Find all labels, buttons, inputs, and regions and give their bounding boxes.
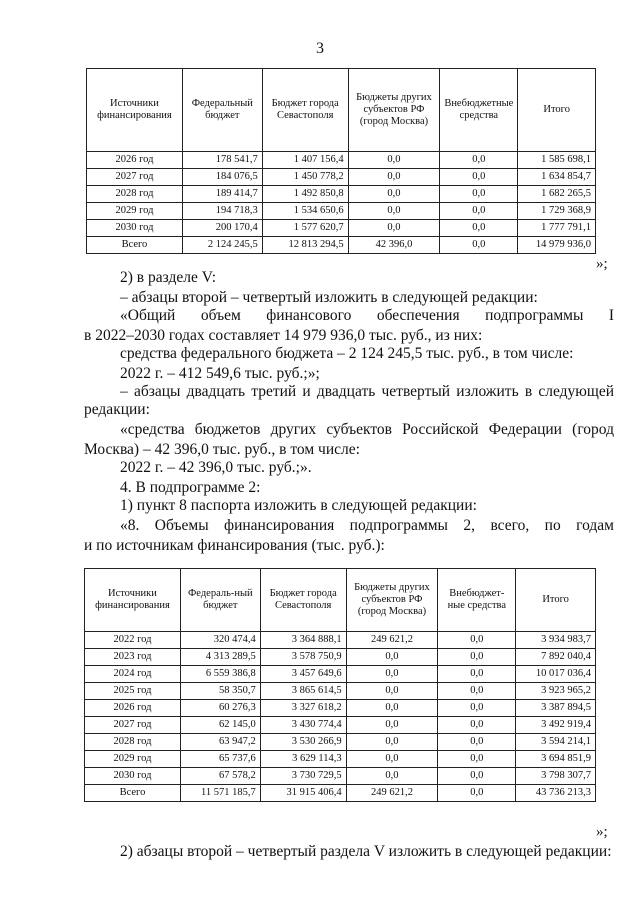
header-federal-budget: Федеральный бюджет — [182, 69, 262, 152]
cell-extrabudgetary: 0,0 — [438, 751, 516, 768]
cell-year: 2027 год — [87, 169, 183, 186]
table-header-row — [85, 569, 596, 632]
cell-sevastopol: 3 578 750,9 — [260, 649, 346, 666]
table-row — [87, 152, 596, 169]
cell-total: 3 492 919,4 — [516, 717, 596, 734]
cell-extrabudgetary: 0,0 — [440, 220, 518, 237]
header-sevastopol-budget: Бюджет города Севастополя — [260, 569, 346, 632]
cell-total: 1 777 791,1 — [518, 220, 596, 237]
cell-federal: 65 737,6 — [180, 751, 260, 768]
cell-other-subjects: 0,0 — [346, 717, 438, 734]
paragraph-2022-other-subjects: 2022 г. – 42 396,0 тыс. руб.;». — [120, 459, 312, 476]
cell-other-subjects: 0,0 — [348, 152, 440, 169]
header-source: Источники финансирования — [87, 69, 183, 152]
header-federal-budget: Федераль-ный бюджет — [180, 569, 260, 632]
table-row — [85, 666, 596, 683]
cell-year: 2030 год — [87, 220, 183, 237]
cell-total: 3 387 894,5 — [516, 700, 596, 717]
cell-other-subjects: 249 621,2 — [346, 632, 438, 649]
table-row — [85, 649, 596, 666]
header-source: Источники финансирования — [85, 569, 181, 632]
paragraph-paragraphs-23-24-line1: – абзацы двадцать третий и двадцать четвертый изложить в следующей — [120, 383, 614, 400]
cell-sevastopol: 3 730 729,5 — [260, 768, 346, 785]
cell-extrabudgetary: 0,0 — [440, 203, 518, 220]
cell-sevastopol: 3 364 888,1 — [260, 632, 346, 649]
cell-extrabudgetary: 0,0 — [440, 237, 518, 254]
cell-year: 2024 год — [85, 666, 181, 683]
cell-sevastopol: 12 813 294,5 — [262, 237, 348, 254]
paragraph-2022-federal: 2022 г. – 412 549,6 тыс. руб.;»; — [120, 365, 320, 382]
paragraph-paragraphs-2-4: – абзацы второй – четвертый изложить в следующей редакции: — [120, 289, 538, 306]
cell-other-subjects: 0,0 — [346, 751, 438, 768]
cell-total: 3 923 965,2 — [516, 683, 596, 700]
cell-year: 2028 год — [85, 734, 181, 751]
cell-year: Всего — [87, 237, 183, 254]
paragraph-total-volume-line2: в 2022–2030 годах составляет 14 979 936,0 тыс. руб., из них: — [84, 327, 483, 344]
cell-extrabudgetary: 0,0 — [438, 717, 516, 734]
table-row — [85, 717, 596, 734]
cell-total: 3 934 983,7 — [516, 632, 596, 649]
header-other-subjects-budget: Бюджеты других субъектов РФ (город Москва) — [346, 569, 438, 632]
cell-federal: 320 474,4 — [180, 632, 260, 649]
cell-federal: 67 578,2 — [180, 768, 260, 785]
cell-federal: 60 276,3 — [180, 700, 260, 717]
header-extrabudgetary: Внебюджетные средства — [440, 69, 518, 152]
cell-federal: 2 124 245,5 — [182, 237, 262, 254]
cell-other-subjects: 0,0 — [348, 186, 440, 203]
table-total-row — [85, 785, 596, 802]
page-number: 3 — [316, 40, 324, 57]
cell-other-subjects: 0,0 — [348, 220, 440, 237]
cell-sevastopol: 31 915 406,4 — [260, 785, 346, 802]
cell-extrabudgetary: 0,0 — [438, 649, 516, 666]
cell-total: 43 736 213,3 — [516, 785, 596, 802]
cell-sevastopol: 3 457 649,6 — [260, 666, 346, 683]
cell-other-subjects: 42 396,0 — [348, 237, 440, 254]
cell-total: 1 729 368,9 — [518, 203, 596, 220]
cell-federal: 184 076,5 — [182, 169, 262, 186]
table-row — [85, 768, 596, 785]
cell-other-subjects: 0,0 — [346, 683, 438, 700]
cell-federal: 11 571 185,7 — [180, 785, 260, 802]
cell-other-subjects: 249 621,2 — [346, 785, 438, 802]
cell-year: 2029 год — [87, 203, 183, 220]
paragraph-section-v: 2) в разделе V: — [120, 269, 217, 286]
table-row — [85, 734, 596, 751]
cell-total: 7 892 040,4 — [516, 649, 596, 666]
cell-extrabudgetary: 0,0 — [438, 734, 516, 751]
cell-year: 2023 год — [85, 649, 181, 666]
cell-extrabudgetary: 0,0 — [440, 169, 518, 186]
cell-extrabudgetary: 0,0 — [438, 683, 516, 700]
cell-total: 3 798 307,7 — [516, 768, 596, 785]
cell-other-subjects: 0,0 — [346, 734, 438, 751]
table-row — [85, 683, 596, 700]
table-total-row — [87, 237, 596, 254]
cell-sevastopol: 3 865 614,5 — [260, 683, 346, 700]
cell-sevastopol: 3 430 774,4 — [260, 717, 346, 734]
table-row — [85, 751, 596, 768]
cell-total: 10 017 036,4 — [516, 666, 596, 683]
cell-federal: 200 170,4 — [182, 220, 262, 237]
cell-total: 1 585 698,1 — [518, 152, 596, 169]
cell-sevastopol: 3 327 618,2 — [260, 700, 346, 717]
header-extrabudgetary: Внебюджет-ные средства — [438, 569, 516, 632]
paragraph-total-volume-line1: «Общий объем финансового обеспечения подпрограммы I — [120, 307, 614, 324]
cell-other-subjects: 0,0 — [346, 768, 438, 785]
cell-sevastopol: 1 534 650,6 — [262, 203, 348, 220]
paragraph-subprogram-2: 4. В подпрограмме 2: — [120, 479, 261, 496]
cell-extrabudgetary: 0,0 — [440, 186, 518, 203]
table-row — [87, 169, 596, 186]
header-other-subjects-budget: Бюджеты других субъектов РФ (город Москва) — [348, 69, 440, 152]
paragraph-paragraphs-23-24-line2: редакции: — [84, 401, 150, 418]
paragraph-federal-funds: средства федерального бюджета – 2 124 245,5 тыс. руб., в том числе: — [120, 345, 574, 362]
cell-federal: 63 947,2 — [180, 734, 260, 751]
paragraph-other-subjects-line1: «средства бюджетов других субъектов Российской Федерации (город — [120, 421, 614, 438]
funding-table-subprogram-1 — [86, 68, 596, 254]
paragraph-item-8-line2: и по источникам финансирования (тыс. руб.): — [84, 537, 385, 554]
cell-federal: 62 145,0 — [180, 717, 260, 734]
cell-year: 2029 год — [85, 751, 181, 768]
cell-extrabudgetary: 0,0 — [440, 152, 518, 169]
cell-extrabudgetary: 0,0 — [438, 768, 516, 785]
header-sevastopol-budget: Бюджет города Севастополя — [262, 69, 348, 152]
cell-sevastopol: 3 629 114,3 — [260, 751, 346, 768]
funding-table-subprogram-2 — [84, 568, 596, 802]
cell-year: 2030 год — [85, 768, 181, 785]
cell-other-subjects: 0,0 — [346, 649, 438, 666]
cell-extrabudgetary: 0,0 — [438, 785, 516, 802]
cell-federal: 4 313 289,5 — [180, 649, 260, 666]
cell-other-subjects: 0,0 — [348, 203, 440, 220]
cell-federal: 178 541,7 — [182, 152, 262, 169]
cell-year: 2028 год — [87, 186, 183, 203]
cell-federal: 6 559 386,8 — [180, 666, 260, 683]
cell-extrabudgetary: 0,0 — [438, 666, 516, 683]
cell-other-subjects: 0,0 — [346, 666, 438, 683]
cell-extrabudgetary: 0,0 — [438, 632, 516, 649]
table-row — [85, 632, 596, 649]
table-row — [87, 186, 596, 203]
paragraph-item-8-line1: «8. Объемы финансирования подпрограммы 2, всего, по годам — [120, 517, 614, 534]
cell-sevastopol: 1 407 156,4 — [262, 152, 348, 169]
cell-year: 2026 год — [87, 152, 183, 169]
cell-year: Всего — [85, 785, 181, 802]
cell-year: 2025 год — [85, 683, 181, 700]
paragraph-section-v-subprogram-2: 2) абзацы второй – четвертый раздела V изложить в следующей редакции: — [120, 843, 612, 860]
closing-quote-2: »; — [596, 824, 608, 840]
cell-other-subjects: 0,0 — [348, 169, 440, 186]
table-row — [87, 203, 596, 220]
cell-total: 1 682 265,5 — [518, 186, 596, 203]
cell-year: 2026 год — [85, 700, 181, 717]
cell-year: 2027 год — [85, 717, 181, 734]
closing-quote-1: »; — [596, 256, 608, 272]
table-header-row — [87, 69, 596, 152]
cell-federal: 194 718,3 — [182, 203, 262, 220]
cell-sevastopol: 1 492 850,8 — [262, 186, 348, 203]
cell-total: 1 634 854,7 — [518, 169, 596, 186]
paragraph-other-subjects-line2: Москва) – 42 396,0 тыс. руб., в том числе: — [84, 441, 360, 458]
cell-sevastopol: 1 577 620,7 — [262, 220, 348, 237]
cell-total: 3 694 851,9 — [516, 751, 596, 768]
cell-other-subjects: 0,0 — [346, 700, 438, 717]
cell-total: 14 979 936,0 — [518, 237, 596, 254]
table-row — [87, 220, 596, 237]
cell-sevastopol: 1 450 778,2 — [262, 169, 348, 186]
cell-sevastopol: 3 530 266,9 — [260, 734, 346, 751]
cell-total: 3 594 214,1 — [516, 734, 596, 751]
header-total: Итого — [516, 569, 596, 632]
cell-extrabudgetary: 0,0 — [438, 700, 516, 717]
table-row — [85, 700, 596, 717]
paragraph-passport-item-8: 1) пункт 8 паспорта изложить в следующей редакции: — [120, 497, 477, 514]
header-total: Итого — [518, 69, 596, 152]
cell-year: 2022 год — [85, 632, 181, 649]
cell-federal: 58 350,7 — [180, 683, 260, 700]
cell-federal: 189 414,7 — [182, 186, 262, 203]
